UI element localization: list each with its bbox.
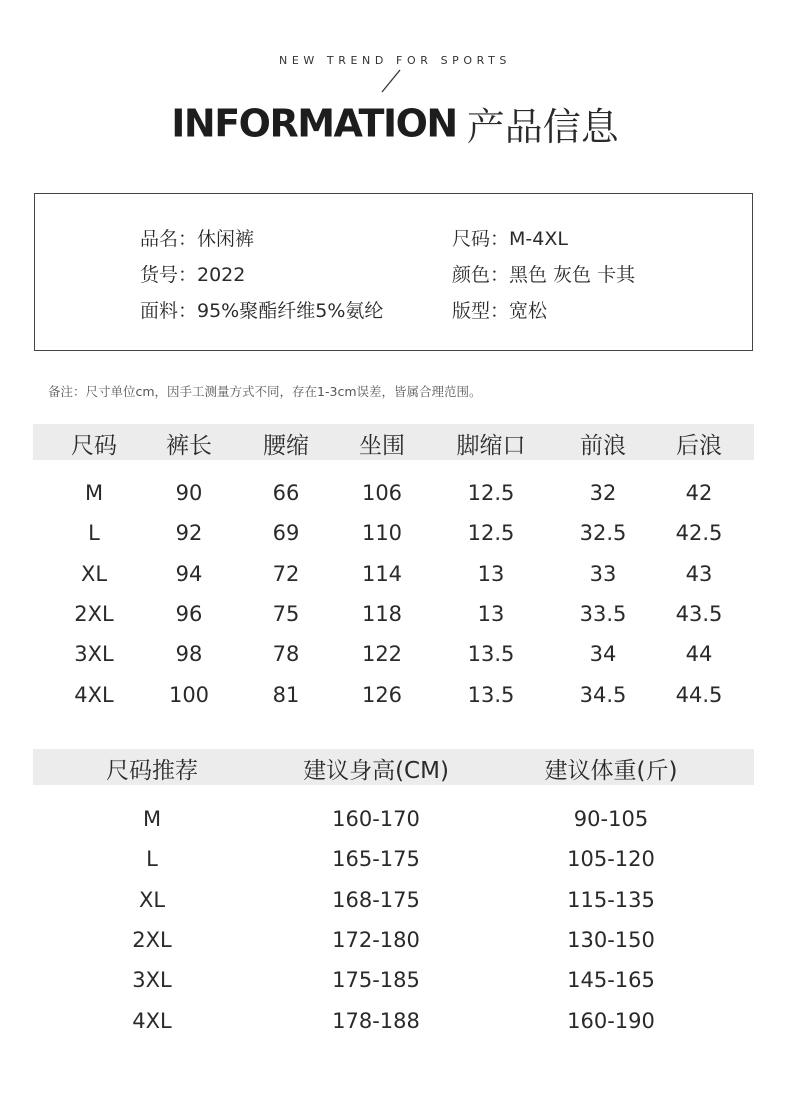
size-table-cell: 100 xyxy=(168,682,210,707)
recommend-table-cell: 145-165 xyxy=(567,968,655,993)
recommend-table-cell: 175-185 xyxy=(332,968,420,993)
recommend-table-cell: 165-175 xyxy=(332,847,420,872)
size-table-cell: 12.5 xyxy=(467,521,515,546)
info-size: 尺码：M-4XL xyxy=(452,228,568,250)
size-table-cell: 2XL xyxy=(74,601,114,626)
size-table-cell: 33.5 xyxy=(579,601,627,626)
recommend-table-cell: 105-120 xyxy=(567,847,655,872)
size-table-cell: 90 xyxy=(175,481,203,505)
size-table-cell: L xyxy=(88,521,100,546)
size-table-cell: M xyxy=(84,481,104,505)
size-table-cell: 94 xyxy=(175,561,203,586)
size-table-cell: 34.5 xyxy=(579,682,627,707)
recommend-table-cell: L xyxy=(146,847,158,872)
info-item-no: 货号：2022 xyxy=(140,264,246,286)
title-cn: 产品信息 xyxy=(466,105,619,149)
size-table-cell: 69 xyxy=(272,521,300,546)
size-table-cell: 12.5 xyxy=(467,481,515,505)
recommend-table-header-cell: 建议体重(斤) xyxy=(544,758,678,784)
size-table-cell: 106 xyxy=(361,481,403,505)
size-table-cell: 32.5 xyxy=(579,521,627,546)
size-table-header-cell: 前浪 xyxy=(580,433,626,459)
recommend-table-header-cell: 尺码推荐 xyxy=(106,758,198,784)
size-table-cell: 13 xyxy=(477,561,505,586)
measurement-note: 备注：尺寸单位cm，因手工测量方式不同，存在1-3cm误差，皆属合理范围。 xyxy=(48,384,482,399)
size-table-cell: 92 xyxy=(175,521,203,546)
size-table-cell: 66 xyxy=(272,481,300,505)
recommend-table-cell: 130-150 xyxy=(567,927,655,952)
recommend-table-cell: 3XL xyxy=(132,968,172,993)
page-title xyxy=(0,96,790,151)
size-table-cell: 75 xyxy=(272,601,300,626)
recommend-table-cell: 172-180 xyxy=(332,927,420,952)
size-table-cell: 43.5 xyxy=(675,601,723,626)
size-table-cell: 44 xyxy=(685,642,713,667)
recommend-table-cell: 90-105 xyxy=(573,807,649,831)
size-table-cell: 110 xyxy=(361,521,403,546)
size-table-cell: 13 xyxy=(477,601,505,626)
size-table-header-cell: 脚缩口 xyxy=(456,433,526,459)
size-table-header-cell: 后浪 xyxy=(676,433,722,459)
recommend-table-cell: 160-170 xyxy=(332,807,420,831)
size-table-cell: 34 xyxy=(589,642,617,667)
size-table-cell: 42 xyxy=(685,481,713,505)
recommend-table-cell: 2XL xyxy=(132,927,172,952)
size-table-cell: 114 xyxy=(361,561,403,586)
recommend-table-header-cell: 建议身高(CM) xyxy=(303,758,449,784)
recommend-table-cell: XL xyxy=(138,887,166,912)
info-fit: 版型：宽松 xyxy=(452,300,548,322)
size-table-cell: 32 xyxy=(589,481,617,505)
size-table-cell: 118 xyxy=(361,601,403,626)
size-table-cell: 43 xyxy=(685,561,713,586)
size-table-cell: 72 xyxy=(272,561,300,586)
size-table-cell: 33 xyxy=(589,561,617,586)
size-table-header-cell: 裤长 xyxy=(166,433,212,459)
title-en: INFORMATION xyxy=(171,101,457,146)
size-table-cell: 13.5 xyxy=(467,682,515,707)
size-table-cell: 13.5 xyxy=(467,642,515,667)
size-table-header-cell: 腰缩 xyxy=(263,433,309,459)
size-table-cell: 126 xyxy=(361,682,403,707)
recommend-table-cell: 178-188 xyxy=(332,1008,420,1033)
size-table-header-cell: 尺码 xyxy=(71,433,117,459)
size-table-cell: 44.5 xyxy=(675,682,723,707)
size-table-cell: 96 xyxy=(175,601,203,626)
size-table-cell: 98 xyxy=(175,642,203,667)
info-name: 品名：休闲裤 xyxy=(140,228,255,250)
recommend-table-cell: 160-190 xyxy=(567,1008,655,1033)
info-fabric: 面料：95%聚酯纤维5%氨纶 xyxy=(140,300,384,322)
size-table-cell: 122 xyxy=(361,642,403,667)
size-table-cell: 4XL xyxy=(74,682,114,707)
size-table-cell: 3XL xyxy=(74,642,114,667)
recommend-table-cell: 4XL xyxy=(132,1008,172,1033)
recommend-table-cell: M xyxy=(142,807,162,831)
slash-decoration xyxy=(376,66,406,96)
tagline: NEW TREND FOR SPORTS xyxy=(278,54,511,67)
size-table-header-cell: 坐围 xyxy=(359,433,405,459)
info-color: 颜色：黑色 灰色 卡其 xyxy=(452,264,636,286)
size-table-cell: 78 xyxy=(272,642,300,667)
size-table-cell: 42.5 xyxy=(675,521,723,546)
recommend-table-cell: 115-135 xyxy=(567,887,655,912)
size-table-cell: 81 xyxy=(272,682,300,707)
size-table-cell: XL xyxy=(80,561,108,586)
recommend-table-cell: 168-175 xyxy=(332,887,420,912)
